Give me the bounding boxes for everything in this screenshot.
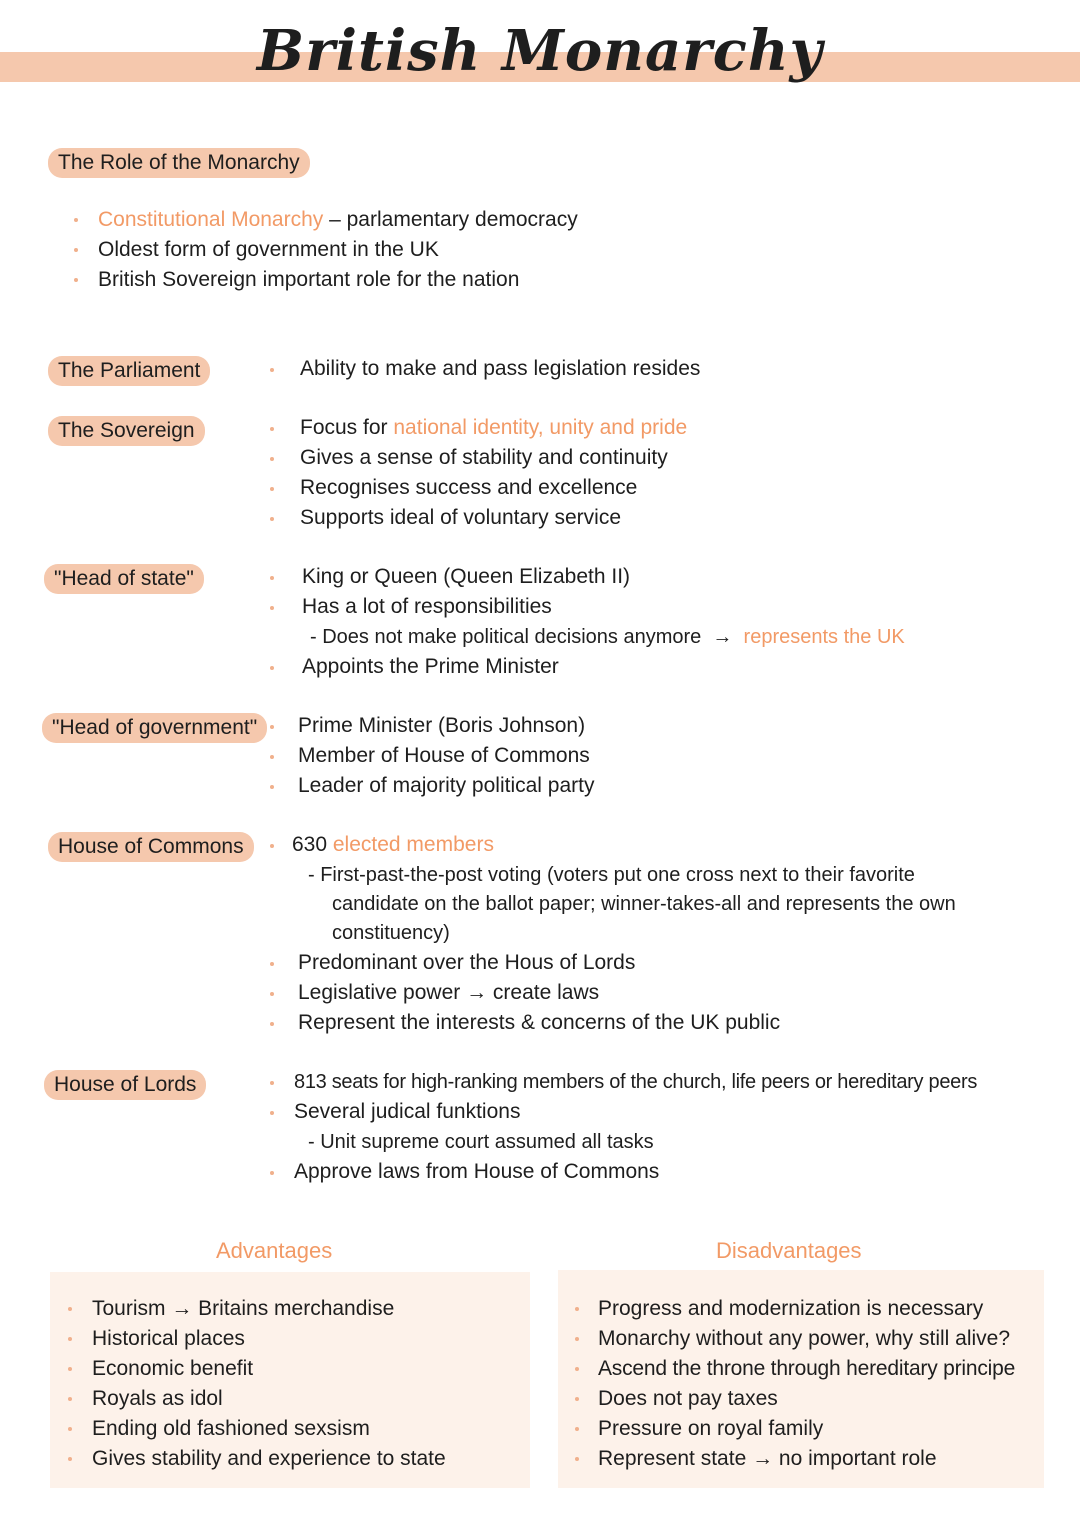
list-item: Does not pay taxes bbox=[598, 1387, 778, 1410]
bullet bbox=[270, 1111, 274, 1115]
list-item: King or Queen (Queen Elizabeth II) bbox=[302, 565, 631, 588]
bullet bbox=[270, 1171, 274, 1175]
list-item: 813 seats for high-ranking members of the church, life peers or hereditary peers bbox=[294, 1071, 978, 1093]
list-item: Progress and modernization is necessary bbox=[598, 1297, 984, 1320]
bullet bbox=[68, 1367, 72, 1371]
list-item: Economic benefit bbox=[92, 1357, 254, 1380]
list-item: Oldest form of government in the UK bbox=[98, 238, 439, 261]
list-item: Member of House of Commons bbox=[298, 744, 590, 767]
bullet bbox=[68, 1427, 72, 1431]
bullet bbox=[575, 1427, 579, 1431]
list-item: Appoints the Prime Minister bbox=[302, 655, 559, 678]
bullet bbox=[575, 1307, 579, 1311]
list-item: Leader of majority political party bbox=[298, 774, 595, 797]
advantages-heading: Advantages bbox=[216, 1238, 333, 1263]
list-item: Several judical funktions bbox=[294, 1100, 521, 1123]
bullet bbox=[68, 1337, 72, 1341]
bullet bbox=[74, 218, 78, 222]
bullet bbox=[270, 606, 274, 610]
list-item: Predominant over the Hous of Lords bbox=[298, 951, 636, 974]
section-heading-sovereign: The Sovereign bbox=[48, 416, 205, 446]
list-item: Royals as idol bbox=[92, 1387, 223, 1410]
arrow-right-icon: → bbox=[712, 626, 733, 648]
bullet bbox=[68, 1457, 72, 1461]
bullet bbox=[270, 1022, 274, 1026]
sub-list-item: - Does not make political decisions anymore → represents the UK bbox=[310, 626, 905, 648]
disadvantages-heading: Disadvantages bbox=[716, 1238, 862, 1263]
list-item: Gives stability and experience to state bbox=[92, 1447, 446, 1470]
page-title: British Monarchy bbox=[256, 18, 824, 84]
list-item: Represent state → no important role bbox=[598, 1447, 937, 1470]
list-item: Monarchy without any power, why still alive? bbox=[598, 1327, 1011, 1350]
bullet bbox=[74, 248, 78, 252]
section-heading-head-of-government: "Head of government" bbox=[42, 713, 267, 743]
bullet bbox=[270, 666, 274, 670]
list-item: Supports ideal of voluntary service bbox=[300, 506, 621, 529]
sub-list-item: - Unit supreme court assumed all tasks bbox=[308, 1131, 654, 1153]
bullet bbox=[270, 844, 274, 848]
list-item: Legislative power → create laws bbox=[298, 981, 600, 1004]
list-item: Gives a sense of stability and continuity bbox=[300, 446, 668, 469]
bullet bbox=[270, 1081, 274, 1085]
bullet bbox=[575, 1337, 579, 1341]
bullet bbox=[270, 785, 274, 789]
sub-list-item: candidate on the ballot paper; winner-takes-all and represents the own bbox=[332, 893, 956, 915]
bullet bbox=[270, 725, 274, 729]
bullet bbox=[270, 517, 274, 521]
list-item: Represent the interests & concerns of the UK public bbox=[298, 1011, 781, 1034]
bullet bbox=[270, 755, 274, 759]
section-heading-role: The Role of the Monarchy bbox=[48, 148, 310, 178]
list-item: Has a lot of responsibilities bbox=[302, 595, 552, 618]
section-heading-house-of-lords: House of Lords bbox=[44, 1070, 206, 1100]
bullet bbox=[575, 1367, 579, 1371]
list-item: 630 elected members bbox=[292, 833, 494, 856]
sub-list-item: - First-past-the-post voting (voters put one cross next to their favorite bbox=[308, 864, 915, 886]
bullet bbox=[575, 1397, 579, 1401]
list-item: British Sovereign important role for the nation bbox=[98, 268, 520, 291]
bullet bbox=[68, 1397, 72, 1401]
list-item: Approve laws from House of Commons bbox=[294, 1160, 660, 1183]
section-heading-house-of-commons: House of Commons bbox=[48, 832, 254, 862]
list-item: Recognises success and excellence bbox=[300, 476, 638, 499]
list-item: Tourism → Britains merchandise bbox=[92, 1297, 395, 1320]
bullet bbox=[270, 487, 274, 491]
bullet bbox=[74, 278, 78, 282]
bullet bbox=[68, 1307, 72, 1311]
sub-list-item: constituency) bbox=[332, 922, 450, 944]
list-item: Pressure on royal family bbox=[598, 1417, 824, 1440]
list-item: Ability to make and pass legislation resides bbox=[300, 357, 701, 380]
bullet bbox=[270, 962, 274, 966]
bullet bbox=[270, 368, 274, 372]
section-heading-head-of-state: "Head of state" bbox=[44, 564, 204, 594]
bullet bbox=[270, 576, 274, 580]
list-item: Ascend the throne through hereditary principe bbox=[598, 1357, 1016, 1380]
list-item: Ending old fashioned sexsism bbox=[92, 1417, 370, 1440]
bullet bbox=[270, 992, 274, 996]
bullet bbox=[270, 427, 274, 431]
list-item: Prime Minister (Boris Johnson) bbox=[298, 714, 586, 737]
bullet bbox=[575, 1457, 579, 1461]
bullet bbox=[270, 457, 274, 461]
list-item: Focus for national identity, unity and pride bbox=[300, 416, 688, 439]
list-item: Constitutional Monarchy – parlamentary democracy bbox=[98, 208, 578, 231]
section-heading-parliament: The Parliament bbox=[48, 356, 210, 386]
list-item: Historical places bbox=[92, 1327, 245, 1350]
